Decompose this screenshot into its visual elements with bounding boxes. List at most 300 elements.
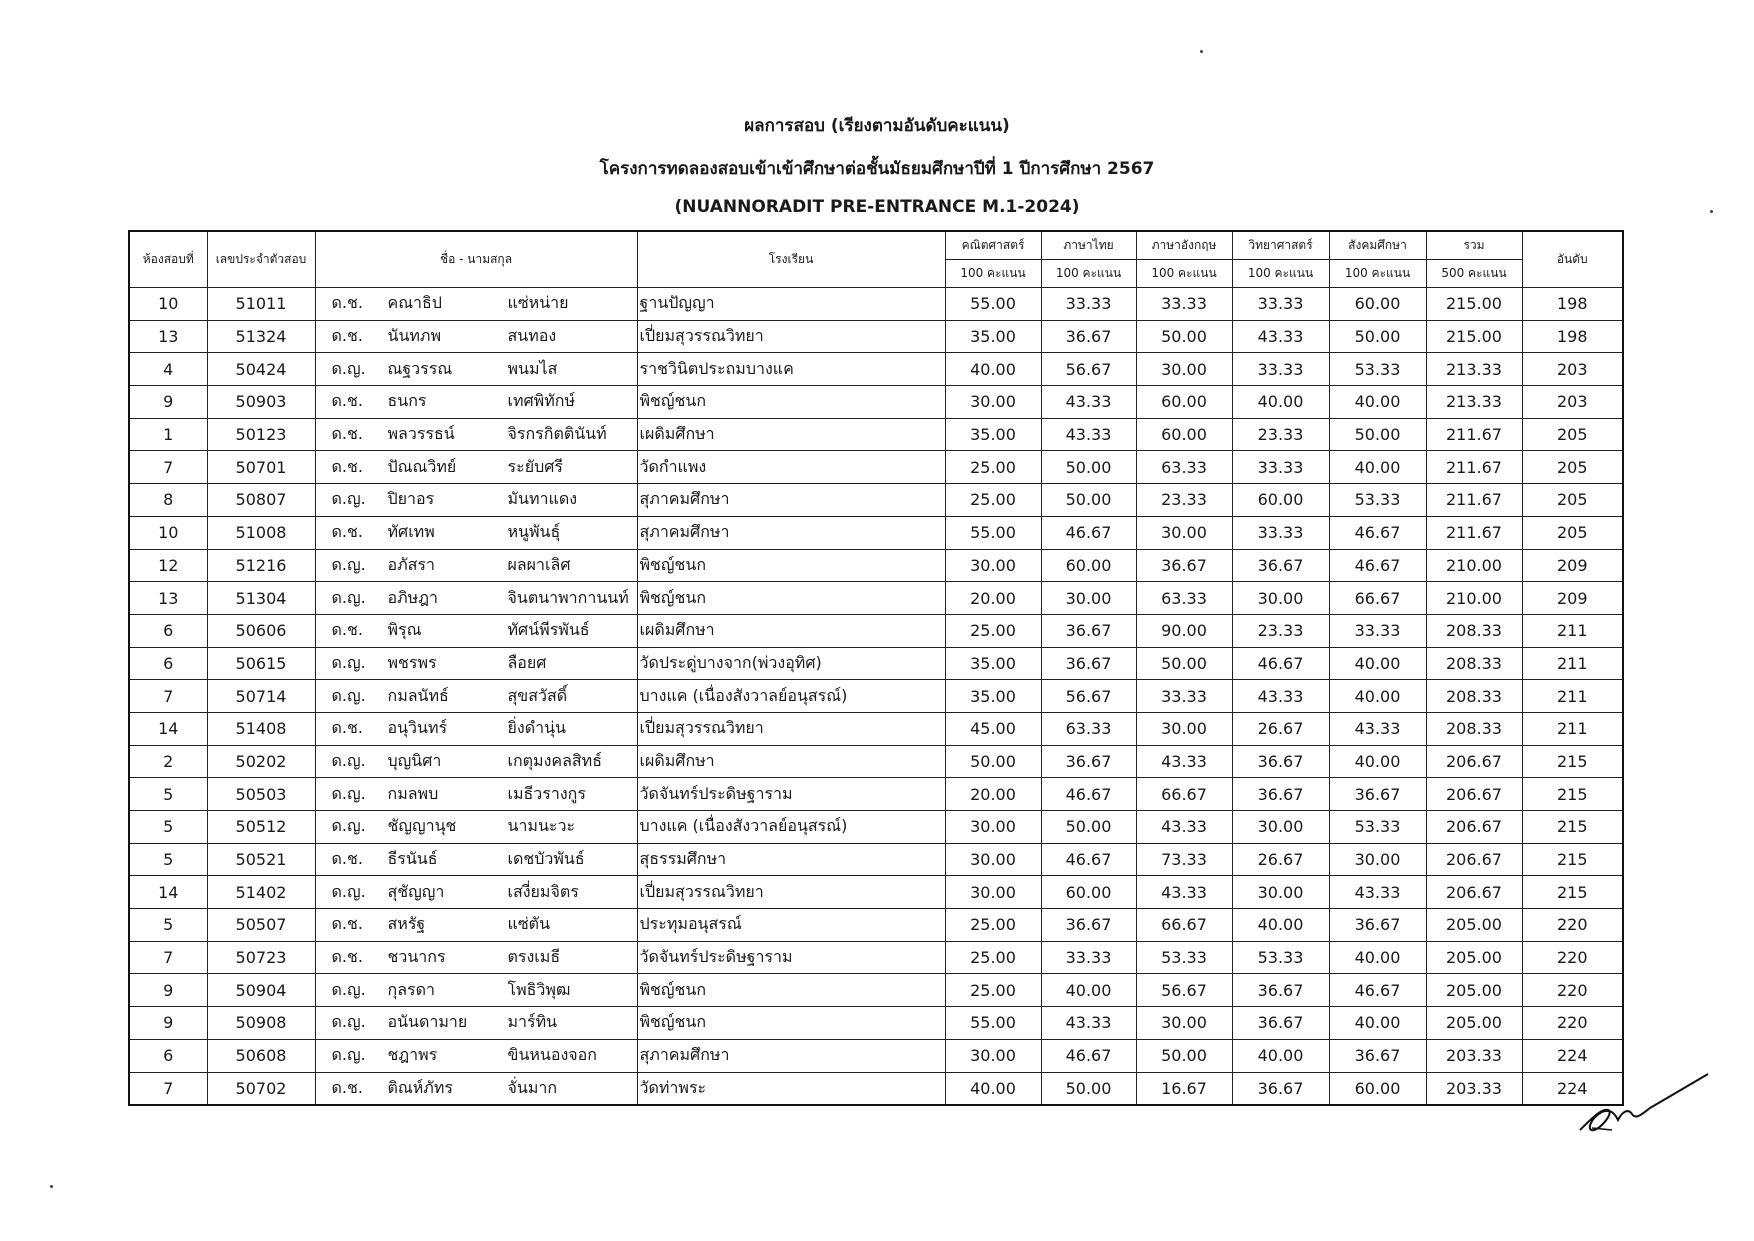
name-prefix: ด.ช. [331, 391, 363, 411]
cell-school: วัดท่าพระ [637, 1072, 945, 1105]
first-name: บุญนิศา [387, 750, 442, 770]
cell-math: 45.00 [945, 712, 1041, 745]
header-room: ห้องสอบที่ [129, 231, 207, 288]
cell-thai: 46.67 [1041, 843, 1136, 876]
cell-name [315, 1007, 637, 1040]
cell-math: 30.00 [945, 811, 1041, 844]
name-prefix: ด.ช. [331, 293, 363, 313]
cell-rank: 215 [1522, 843, 1623, 876]
cell-thai: 50.00 [1041, 1072, 1136, 1105]
cell-total: 206.67 [1426, 811, 1522, 844]
first-name: อนันดามาย [387, 1012, 468, 1032]
cell-english: 66.67 [1136, 778, 1232, 811]
cell-math: 35.00 [945, 647, 1041, 680]
cell-name [315, 516, 637, 549]
cell-room: 6 [129, 647, 207, 680]
cell-seat-number: 50904 [207, 974, 315, 1007]
cell-rank: 211 [1522, 647, 1623, 680]
cell-thai: 60.00 [1041, 549, 1136, 582]
cell-social: 50.00 [1329, 418, 1426, 451]
header-total-max: 500 คะแนน [1426, 260, 1522, 288]
cell-total: 215.00 [1426, 288, 1522, 321]
cell-math: 40.00 [945, 1072, 1041, 1105]
cell-name [315, 1072, 637, 1105]
cell-seat-number: 51402 [207, 876, 315, 909]
cell-social: 43.33 [1329, 712, 1426, 745]
cell-rank: 198 [1522, 320, 1623, 353]
cell-science: 40.00 [1232, 909, 1329, 942]
cell-school: บางแค (เนื่องสังวาลย์อนุสรณ์) [637, 811, 945, 844]
cell-total: 215.00 [1426, 320, 1522, 353]
cell-english: 73.33 [1136, 843, 1232, 876]
cell-rank: 203 [1522, 353, 1623, 386]
cell-seat-number: 51324 [207, 320, 315, 353]
first-name: พลวรรธน์ [387, 424, 455, 444]
cell-science: 43.33 [1232, 320, 1329, 353]
cell-science: 43.33 [1232, 680, 1329, 713]
cell-english: 30.00 [1136, 1007, 1232, 1040]
table-row [129, 484, 1623, 517]
cell-rank: 215 [1522, 778, 1623, 811]
first-name: ณฐวรรณ [387, 358, 453, 378]
table-row [129, 941, 1623, 974]
cell-seat-number: 50903 [207, 386, 315, 419]
first-name: ทัศเทพ [387, 522, 435, 542]
cell-science: 33.33 [1232, 288, 1329, 321]
cell-total: 210.00 [1426, 582, 1522, 615]
cell-rank: 205 [1522, 516, 1623, 549]
cell-social: 40.00 [1329, 745, 1426, 778]
cell-school: เผดิมศึกษา [637, 614, 945, 647]
cell-name [315, 745, 637, 778]
cell-rank: 205 [1522, 418, 1623, 451]
cell-thai: 36.67 [1041, 320, 1136, 353]
last-name: เทศพิทักษ์ [507, 391, 575, 411]
cell-english: 63.33 [1136, 451, 1232, 484]
cell-english: 43.33 [1136, 811, 1232, 844]
cell-english: 33.33 [1136, 680, 1232, 713]
cell-rank: 215 [1522, 811, 1623, 844]
first-name: ปัณณวิทย์ [387, 456, 457, 476]
name-prefix: ด.ช. [331, 424, 363, 444]
cell-school: เปี่ยมสุวรรณวิทยา [637, 876, 945, 909]
cell-total: 206.67 [1426, 778, 1522, 811]
cell-english: 90.00 [1136, 614, 1232, 647]
cell-rank: 220 [1522, 974, 1623, 1007]
first-name: อภัสรา [387, 554, 435, 574]
table-row [129, 843, 1623, 876]
cell-math: 30.00 [945, 843, 1041, 876]
cell-english: 33.33 [1136, 288, 1232, 321]
name-prefix: ด.ญ. [331, 783, 366, 803]
last-name: แซ่ตัน [507, 914, 550, 934]
name-prefix: ด.ช. [331, 522, 363, 542]
cell-name [315, 712, 637, 745]
cell-seat-number: 50908 [207, 1007, 315, 1040]
first-name: นันทภพ [387, 326, 442, 346]
cell-room: 14 [129, 876, 207, 909]
cell-room: 9 [129, 974, 207, 1007]
cell-english: 50.00 [1136, 1039, 1232, 1072]
cell-room: 9 [129, 1007, 207, 1040]
cell-thai: 33.33 [1041, 941, 1136, 974]
cell-total: 206.67 [1426, 843, 1522, 876]
last-name: มันทาแดง [507, 489, 578, 509]
last-name: โพธิวิพุฒ [507, 979, 571, 999]
cell-english: 60.00 [1136, 386, 1232, 419]
last-name: จิรกรกิตตินันท์ [507, 424, 607, 444]
name-prefix: ด.ญ. [331, 816, 366, 836]
cell-room: 5 [129, 843, 207, 876]
name-prefix: ด.ช. [331, 620, 363, 640]
header-math: คณิตศาสตร์ [945, 231, 1041, 260]
first-name: ชวนากร [387, 947, 446, 967]
cell-seat-number: 51008 [207, 516, 315, 549]
cell-thai: 46.67 [1041, 1039, 1136, 1072]
cell-thai: 30.00 [1041, 582, 1136, 615]
name-prefix: ด.ญ. [331, 881, 366, 901]
last-name: นามนะวะ [507, 816, 576, 836]
first-name: ชฎาพร [387, 1045, 438, 1065]
first-name: ธีรนันธ์ [387, 849, 438, 869]
name-prefix: ด.ญ. [331, 1045, 366, 1065]
name-prefix: ด.ช. [331, 849, 363, 869]
cell-school: วัดกำแพง [637, 451, 945, 484]
cell-name [315, 909, 637, 942]
last-name: พนมไส [507, 358, 558, 378]
name-prefix: ด.ญ. [331, 750, 366, 770]
cell-science: 23.33 [1232, 418, 1329, 451]
cell-name [315, 647, 637, 680]
name-prefix: ด.ญ. [331, 685, 366, 705]
cell-room: 5 [129, 778, 207, 811]
first-name: ปิยาอร [387, 489, 435, 509]
cell-name [315, 353, 637, 386]
header-social: สังคมศึกษา [1329, 231, 1426, 260]
cell-name [315, 484, 637, 517]
cell-school: ราชวินิตประถมบางแค [637, 353, 945, 386]
cell-english: 60.00 [1136, 418, 1232, 451]
last-name: ผลผาเลิศ [507, 554, 571, 574]
cell-room: 6 [129, 1039, 207, 1072]
cell-social: 60.00 [1329, 288, 1426, 321]
scan-speck [1710, 210, 1713, 213]
cell-total: 205.00 [1426, 941, 1522, 974]
cell-rank: 198 [1522, 288, 1623, 321]
first-name: ชัญญานุช [387, 816, 457, 836]
cell-thai: 43.33 [1041, 386, 1136, 419]
header-rank: อันดับ [1522, 231, 1623, 288]
cell-thai: 40.00 [1041, 974, 1136, 1007]
cell-science: 30.00 [1232, 876, 1329, 909]
cell-social: 40.00 [1329, 451, 1426, 484]
cell-science: 36.67 [1232, 1072, 1329, 1105]
first-name: พชรพร [387, 652, 437, 672]
cell-thai: 36.67 [1041, 647, 1136, 680]
cell-math: 30.00 [945, 549, 1041, 582]
cell-social: 40.00 [1329, 680, 1426, 713]
cell-school: ฐานปัญญา [637, 288, 945, 321]
cell-social: 66.67 [1329, 582, 1426, 615]
cell-seat-number: 51216 [207, 549, 315, 582]
table-row [129, 288, 1623, 321]
cell-thai: 36.67 [1041, 745, 1136, 778]
cell-room: 5 [129, 909, 207, 942]
cell-seat-number: 50521 [207, 843, 315, 876]
cell-seat-number: 50701 [207, 451, 315, 484]
cell-rank: 224 [1522, 1039, 1623, 1072]
results-table [128, 230, 1624, 1106]
cell-thai: 46.67 [1041, 778, 1136, 811]
cell-school: พิชญ์ชนก [637, 1007, 945, 1040]
last-name: ทัศน์พีรพันธ์ [507, 620, 590, 640]
cell-total: 208.33 [1426, 614, 1522, 647]
cell-english: 50.00 [1136, 320, 1232, 353]
cell-science: 36.67 [1232, 778, 1329, 811]
cell-thai: 36.67 [1041, 614, 1136, 647]
cell-math: 25.00 [945, 451, 1041, 484]
cell-math: 30.00 [945, 1039, 1041, 1072]
cell-math: 20.00 [945, 582, 1041, 615]
cell-total: 208.33 [1426, 680, 1522, 713]
cell-math: 25.00 [945, 941, 1041, 974]
name-prefix: ด.ญ. [331, 554, 366, 574]
cell-social: 40.00 [1329, 647, 1426, 680]
cell-seat-number: 51408 [207, 712, 315, 745]
cell-total: 206.67 [1426, 745, 1522, 778]
name-prefix: ด.ญ. [331, 652, 366, 672]
cell-thai: 56.67 [1041, 680, 1136, 713]
cell-english: 66.67 [1136, 909, 1232, 942]
table-row [129, 1072, 1623, 1105]
cell-science: 23.33 [1232, 614, 1329, 647]
cell-name [315, 1039, 637, 1072]
cell-math: 25.00 [945, 614, 1041, 647]
header-thai-max: 100 คะแนน [1041, 260, 1136, 288]
cell-total: 206.67 [1426, 876, 1522, 909]
name-prefix: ด.ญ. [331, 489, 366, 509]
cell-total: 205.00 [1426, 909, 1522, 942]
cell-thai: 50.00 [1041, 451, 1136, 484]
cell-science: 36.67 [1232, 745, 1329, 778]
first-name: สหรัฐ [387, 914, 426, 934]
first-name: อภิษฎา [387, 587, 438, 607]
header-social-max: 100 คะแนน [1329, 260, 1426, 288]
scan-speck [1200, 50, 1203, 53]
header-science: วิทยาศาสตร์ [1232, 231, 1329, 260]
first-name: สุชัญญา [387, 881, 445, 901]
cell-thai: 63.33 [1041, 712, 1136, 745]
table-header [129, 231, 1623, 288]
document-project-code: (NUANNORADIT PRE-ENTRANCE M.1-2024) [674, 197, 1080, 217]
table-row [129, 811, 1623, 844]
cell-social: 50.00 [1329, 320, 1426, 353]
cell-english: 56.67 [1136, 974, 1232, 1007]
cell-room: 5 [129, 811, 207, 844]
cell-school: เปี่ยมสุวรรณวิทยา [637, 320, 945, 353]
table-row [129, 582, 1623, 615]
header-english-max: 100 คะแนน [1136, 260, 1232, 288]
cell-english: 63.33 [1136, 582, 1232, 615]
cell-social: 60.00 [1329, 1072, 1426, 1105]
cell-english: 50.00 [1136, 647, 1232, 680]
cell-rank: 215 [1522, 876, 1623, 909]
cell-math: 40.00 [945, 353, 1041, 386]
cell-math: 55.00 [945, 288, 1041, 321]
last-name: แซ่หน่าย [507, 293, 569, 313]
cell-seat-number: 50507 [207, 909, 315, 942]
table-row [129, 712, 1623, 745]
name-prefix: ด.ช. [331, 456, 363, 476]
header-name: ชื่อ - นามสกุล [315, 231, 637, 288]
cell-english: 16.67 [1136, 1072, 1232, 1105]
cell-social: 53.33 [1329, 811, 1426, 844]
cell-total: 203.33 [1426, 1072, 1522, 1105]
cell-social: 30.00 [1329, 843, 1426, 876]
cell-thai: 50.00 [1041, 811, 1136, 844]
cell-math: 50.00 [945, 745, 1041, 778]
name-prefix: ด.ญ. [331, 358, 366, 378]
name-prefix: ด.ญ. [331, 587, 366, 607]
cell-thai: 56.67 [1041, 353, 1136, 386]
header-school: โรงเรียน [637, 231, 945, 288]
cell-rank: 205 [1522, 484, 1623, 517]
last-name: ยิ่งดำนุ่น [507, 718, 566, 738]
cell-name [315, 941, 637, 974]
table-row [129, 418, 1623, 451]
last-name: จินตนาพากานนท์ [507, 587, 629, 607]
cell-social: 53.33 [1329, 484, 1426, 517]
table-body [129, 288, 1623, 1106]
cell-social: 53.33 [1329, 353, 1426, 386]
document-title: ผลการสอบ (เรียงตามอันดับคะแนน) [744, 116, 1010, 136]
first-name: ติณห์ภัทร [387, 1077, 453, 1097]
cell-school: พิชญ์ชนก [637, 974, 945, 1007]
cell-total: 210.00 [1426, 549, 1522, 582]
cell-total: 203.33 [1426, 1039, 1522, 1072]
cell-total: 205.00 [1426, 1007, 1522, 1040]
cell-science: 30.00 [1232, 811, 1329, 844]
cell-science: 26.67 [1232, 843, 1329, 876]
cell-math: 20.00 [945, 778, 1041, 811]
first-name: อนุวินทร์ [387, 718, 448, 738]
cell-social: 46.67 [1329, 974, 1426, 1007]
name-prefix: ด.ญ. [331, 979, 366, 999]
cell-name [315, 876, 637, 909]
cell-room: 7 [129, 680, 207, 713]
cell-rank: 209 [1522, 549, 1623, 582]
last-name: เสงี่ยมจิตร [507, 881, 579, 901]
cell-total: 211.67 [1426, 516, 1522, 549]
cell-science: 30.00 [1232, 582, 1329, 615]
first-name: กมลนัทธ์ [387, 685, 449, 705]
cell-room: 1 [129, 418, 207, 451]
first-name: พิรุณ [387, 620, 422, 640]
table-row [129, 549, 1623, 582]
cell-science: 36.67 [1232, 549, 1329, 582]
cell-social: 36.67 [1329, 1039, 1426, 1072]
cell-seat-number: 50807 [207, 484, 315, 517]
cell-room: 13 [129, 320, 207, 353]
cell-school: เปี่ยมสุวรรณวิทยา [637, 712, 945, 745]
cell-science: 53.33 [1232, 941, 1329, 974]
cell-science: 60.00 [1232, 484, 1329, 517]
cell-social: 46.67 [1329, 516, 1426, 549]
cell-room: 14 [129, 712, 207, 745]
cell-school: สุภาคมศึกษา [637, 484, 945, 517]
cell-social: 33.33 [1329, 614, 1426, 647]
cell-rank: 203 [1522, 386, 1623, 419]
cell-rank: 211 [1522, 614, 1623, 647]
cell-name [315, 549, 637, 582]
cell-seat-number: 50512 [207, 811, 315, 844]
cell-math: 30.00 [945, 386, 1041, 419]
cell-science: 36.67 [1232, 974, 1329, 1007]
cell-math: 55.00 [945, 516, 1041, 549]
table-row [129, 778, 1623, 811]
table-row [129, 451, 1623, 484]
table-row [129, 1039, 1623, 1072]
cell-name [315, 288, 637, 321]
cell-total: 211.67 [1426, 451, 1522, 484]
cell-science: 46.67 [1232, 647, 1329, 680]
cell-thai: 50.00 [1041, 484, 1136, 517]
cell-rank: 220 [1522, 909, 1623, 942]
cell-seat-number: 50723 [207, 941, 315, 974]
cell-seat-number: 50714 [207, 680, 315, 713]
cell-rank: 224 [1522, 1072, 1623, 1105]
cell-name [315, 451, 637, 484]
header-seat-number: เลขประจำตัวสอบ [207, 231, 315, 288]
name-prefix: ด.ช. [331, 1077, 363, 1097]
cell-science: 33.33 [1232, 451, 1329, 484]
cell-school: สุภาคมศึกษา [637, 516, 945, 549]
cell-english: 43.33 [1136, 876, 1232, 909]
cell-seat-number: 50424 [207, 353, 315, 386]
cell-room: 7 [129, 941, 207, 974]
header-thai: ภาษาไทย [1041, 231, 1136, 260]
cell-english: 36.67 [1136, 549, 1232, 582]
cell-school: สุภาคมศึกษา [637, 1039, 945, 1072]
cell-room: 12 [129, 549, 207, 582]
cell-room: 6 [129, 614, 207, 647]
cell-math: 35.00 [945, 680, 1041, 713]
cell-name [315, 582, 637, 615]
cell-total: 208.33 [1426, 712, 1522, 745]
cell-name [315, 811, 637, 844]
last-name: เดชบัวพันธ์ [507, 849, 585, 869]
cell-thai: 46.67 [1041, 516, 1136, 549]
cell-room: 7 [129, 1072, 207, 1105]
name-prefix: ด.ช. [331, 326, 363, 346]
cell-english: 43.33 [1136, 745, 1232, 778]
cell-name [315, 418, 637, 451]
cell-room: 9 [129, 386, 207, 419]
cell-english: 30.00 [1136, 516, 1232, 549]
table-row [129, 386, 1623, 419]
cell-science: 40.00 [1232, 386, 1329, 419]
cell-math: 30.00 [945, 876, 1041, 909]
cell-seat-number: 50608 [207, 1039, 315, 1072]
cell-seat-number: 51011 [207, 288, 315, 321]
cell-name [315, 778, 637, 811]
cell-name [315, 320, 637, 353]
cell-seat-number: 50123 [207, 418, 315, 451]
cell-social: 40.00 [1329, 1007, 1426, 1040]
table-row [129, 680, 1623, 713]
cell-name [315, 680, 637, 713]
cell-total: 211.67 [1426, 418, 1522, 451]
